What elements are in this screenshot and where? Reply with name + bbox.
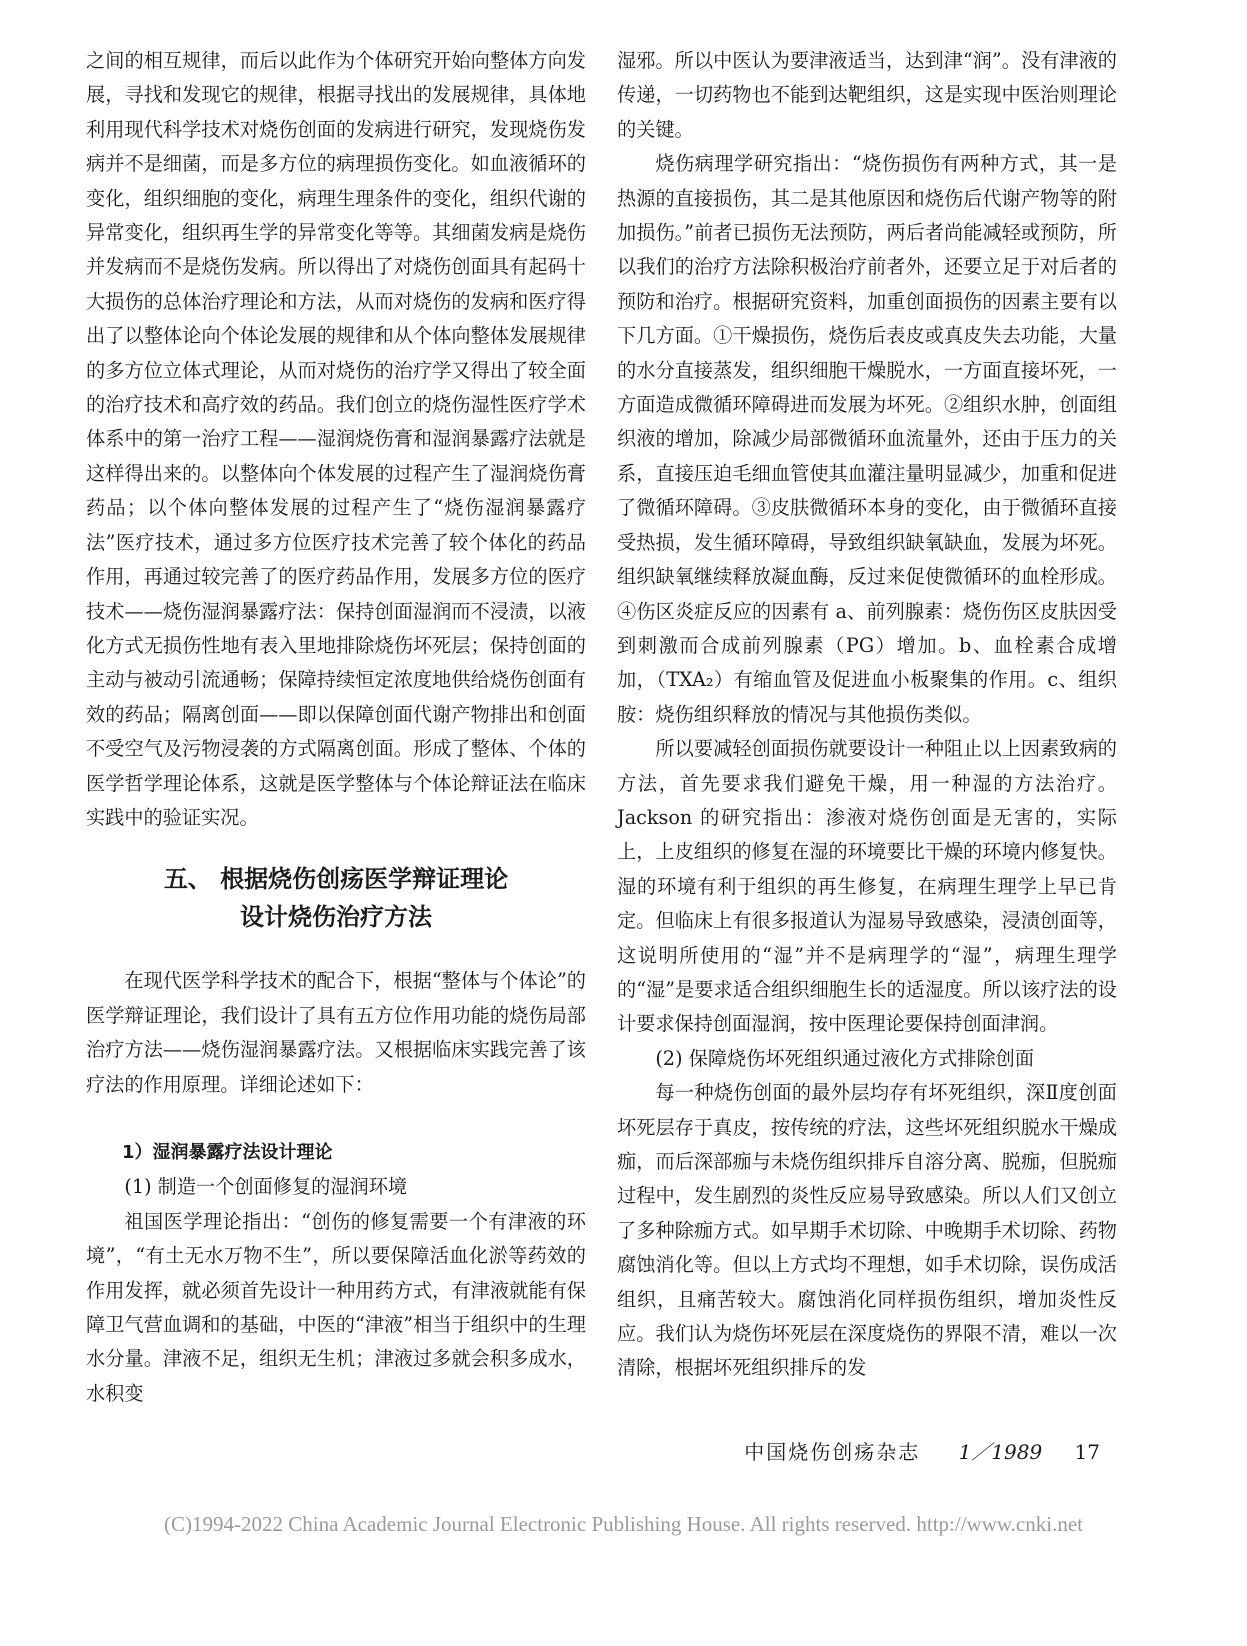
body-paragraph: 之间的相互规律，而后以此作为个体研究开始向整体方向发展，寻找和发现它的规律，根据寻找出的发展规律，具体地利用现代科学技术对烧伤创面的发病进行研究，发现烧伤发病并不是细菌，而是多方位的病理损伤变化。如血液循环的变化，组织细胞的变化，病理生理条件的变化，组织代谢的异常变化，组织再生学的异常变化等等。其细菌发病是烧伤并发病而不是烧伤发病。所以得出了对烧伤创面具有起码十大损伤的总体治疗理论和方法，从而对烧伤的发病和医疗得出了以整体论向个体论发展的规律和从个体向整体发展规律的多方位立体式理论，从而对烧伤的治疗学又得出了较全面的治疗技术和高疗效的药品。我们创立的烧伤湿性医疗学术体系中的第一治疗工程——湿润烧伤膏和湿润暴露疗法就是这样得出来的。以整体向个体发展的过程产生了湿润烧伤膏药品；以个体向整体发展的过程产生了“烧伤湿润暴露疗法”医疗技术，通过多方位医疗技术完善了较个体化的药品作用，再通过较完善了的医疗药品作用，发展多方位的医疗技术——烧伤湿润暴露疗法：保持创面湿润而不浸渍，以液化方式无损伤性地有表入里地排除烧伤坏死层；保持创面的主动与被动引流通畅；保障持续恒定浓度地供给烧伤创面有效的药品；隔离创面——即以保障创面代谢产物排出和创面不受空气及污物浸袭的方式隔离创面。形成了整体、个体的医学哲学理论体系，这就是医学整体与个体论辩证法在临床实践中的验证实况。 [86, 49, 586, 829]
page-footer [744, 1436, 1100, 1465]
issue-number: 1／1989 [958, 1440, 1043, 1464]
page-number: 17 [1074, 1440, 1100, 1464]
section-heading [86, 860, 586, 936]
body-paragraph: 每一种烧伤创面的最外层均存有坏死组织，深Ⅱ度创面坏死层存于真皮，按传统的疗法，这些坏死组织脱水干燥成痂，而后深部痂与未烧伤组织排斥自溶分离、脱痂，但脱痂过程中，发生剧烈的炎性反应易导致感染。所以人们又创立了多种除痂方式。如早期手术切除、中晚期手术切除、药物腐蚀消化等。但以上方式均不理想，如手术切除，误伤成活组织，且痛苦较大。腐蚀消化同样损伤组织，增加炎性反应。我们认为烧伤坏死层在深度烧伤的界限不清，难以一次清除，根据坏死组织排斥的发 [617, 1081, 1117, 1380]
section-heading-line1: 五、 根据烧伤创疡医学辩证理论 [163, 865, 509, 894]
body-paragraph: 烧伤病理学研究指出：“烧伤损伤有两种方式，其一是热源的直接损伤，其二是其他原因和烧伤后代谢产物等的附加损伤。”前者已损伤无法预防，两后者尚能减轻或预防，所以我们的治疗方法除积极治疗前者外，还要立足于对后者的预防和治疗。根据研究资料，加重创面损伤的因素主要有以下几方面。①干燥损伤，烧伤后表皮或真皮失去功能，大量的水分直接蒸发，组织细胞干燥脱水，一方面直接坏死，一方面造成微循环障碍进而发展为坏死。②组织水肿，创面组织液的增加，除减少局部微循环血流量外，还由于压力的关系，直接压迫毛细血管使其血灌注量明显减少，加重和促进了微循环障碍。③皮肤微循环本身的变化，由于微循环直接受热损，发生循环障碍，导致组织缺氧缺血，发展为坏死。组织缺氧继续释放凝血酶，反过来促使微循环的血栓形成。④伤区炎症反应的因素有 a、前列腺素：烧伤伤区皮肤因受到刺激而合成前列腺素（PG）增加。b、血栓素合成增加，（TXA₂）有缩血管及促进血小板聚集的作用。c、组织胺：烧伤组织释放的情况与其他损伤类似。 [617, 152, 1117, 726]
subheading-item: (2) 保障烧伤坏死组织通过液化方式排除创面 [655, 1046, 1035, 1070]
body-paragraph: 所以要减轻创面损伤就要设计一种阻止以上因素致病的方法，首先要求我们避免干燥，用一种湿的方法治疗。Jackson 的研究指出：渗液对烧伤创面是无害的，实际上，上皮组织的修复在湿的环境要比干燥的环境内修复快。湿的环境有利于组织的再生修复，在病理生理学上早已肯定。但临床上有很多报道认为湿易导致感染，浸渍创面等，这说明所使用的“湿”并不是病理学的“湿”，病理生理学的“湿”是要求适合组织细胞生长的适湿度。所以该疗法的设计要求保持创面湿润，按中医理论要保持创面津润。 [617, 737, 1117, 1036]
section-heading-line2: 设计烧伤治疗方法 [240, 903, 432, 932]
spacer [86, 1102, 586, 1136]
body-paragraph: 湿邪。所以中医认为要津液适当，达到津“润”。没有津液的传递，一切药物也不能到达靶组织，这是实现中医治则理论的关键。 [617, 49, 1117, 141]
left-column [86, 44, 586, 1411]
body-paragraph: 祖国医学理论指出：“创伤的修复需要一个有津液的环境”，“有土无水万物不生”，所以要保障活血化淤等药效的作用发挥，就必须首先设计一种用药方式，有津液就能有保障卫气营血调和的基础，中医的“津液”相当于组织中的生理水分量。津液不足，组织无生机；津液过多就会积多成水，水积变 [86, 1209, 586, 1405]
subheading-item: (1) 制造一个创面修复的湿润环境 [124, 1175, 408, 1199]
right-column [617, 44, 1117, 1386]
journal-name: 中国烧伤创疡杂志 [744, 1440, 921, 1464]
subheading: 1）湿润暴露疗法设计理论 [122, 1141, 333, 1163]
body-paragraph: 在现代医学科学技术的配合下，根据“整体与个体论”的医学辩证理论，我们设计了具有五方位作用功能的烧伤局部治疗方法——烧伤湿润暴露疗法。又根据临床实践完善了该疗法的作用原理。详细论述如下： [86, 969, 586, 1096]
copyright-notice: (C)1994-2022 China Academic Journal Electronic Publishing House. All rights reserved. http://www.cnki.net [164, 1512, 1083, 1536]
